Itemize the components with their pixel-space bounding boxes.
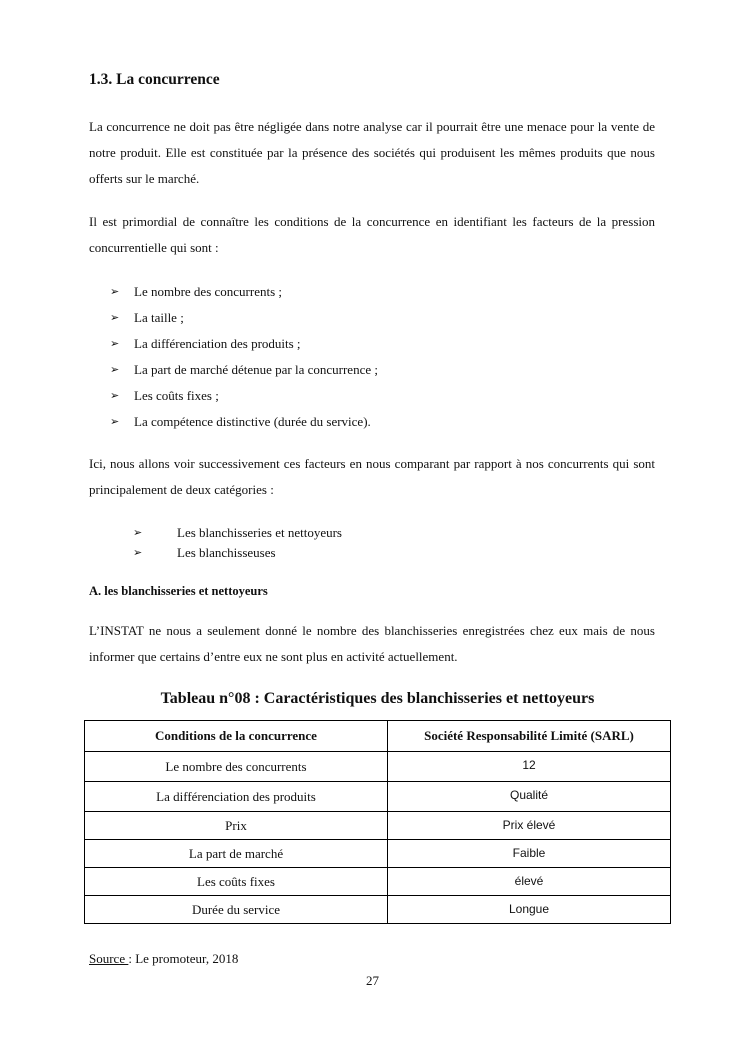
arrow-bullet-icon: ➢: [110, 337, 120, 350]
list-item: ➢ Les blanchisseuses: [133, 543, 342, 563]
paragraph-instat: L’INSTAT ne nous a seulement donné le nombre des blanchisseries enregistrées chez eux mais de nous informer que certains d’entre eux ne sont plus en activité actuellement.: [89, 623, 655, 664]
source-label: Source: [89, 951, 129, 966]
arrow-bullet-icon: ➢: [133, 546, 143, 559]
column-header: Conditions de la concurrence: [85, 721, 388, 752]
source-text: : Le promoteur, 2018: [128, 951, 239, 966]
page-number: 27: [366, 973, 379, 988]
table-cell-condition: Le nombre des concurrents: [85, 752, 388, 782]
paragraph-intro: La concurrence ne doit pas être négligée dans notre analyse car il pourrait être une menace pour la vente de notre produit. Elle est constituée par la présence des sociétés qui produisent les mêmes produits que nous offerts sur le marché.: [89, 119, 655, 186]
arrow-bullet-icon: ➢: [110, 285, 120, 298]
table-cell-condition: Durée du service: [85, 896, 388, 924]
table-cell-value: 12: [388, 752, 671, 782]
table-cell-value: Prix élevé: [388, 812, 671, 840]
table-caption: Tableau n°08 : Caractéristiques des blanchisseries et nettoyeurs: [160, 690, 595, 707]
table-cell-condition: Les coûts fixes: [85, 868, 388, 896]
table-cell-value: élevé: [388, 868, 671, 896]
arrow-bullet-icon: ➢: [110, 311, 120, 324]
table-cell-condition: La part de marché: [85, 840, 388, 868]
list-item: ➢ La taille ;: [110, 305, 378, 331]
table-row: [85, 782, 671, 812]
arrow-bullet-icon: ➢: [110, 363, 120, 376]
table-header-row: [85, 721, 671, 752]
table-cell-condition: La différenciation des produits: [85, 782, 388, 812]
column-header: Société Responsabilité Limité (SARL): [388, 721, 671, 752]
list-item: ➢ La compétence distinctive (durée du service).: [110, 409, 378, 435]
categories-list: [133, 523, 342, 563]
paragraph-categories-intro: Ici, nous allons voir successivement ces facteurs en nous comparant par rapport à nos concurrents qui sont principalement de deux catégories :: [89, 456, 655, 497]
table-row: [85, 812, 671, 840]
table-cell-condition: Prix: [85, 812, 388, 840]
factors-list: [110, 279, 378, 435]
table-cell-value: Faible: [388, 840, 671, 868]
table-row: [85, 840, 671, 868]
table-row: [85, 896, 671, 924]
list-item: ➢ La part de marché détenue par la concurrence ;: [110, 357, 378, 383]
list-item: ➢ Les blanchisseries et nettoyeurs: [133, 523, 342, 543]
paragraph-factors-intro: Il est primordial de connaître les conditions de la concurrence en identifiant les facteurs de la pression concurrentielle qui sont :: [89, 214, 655, 255]
source-note: [89, 951, 238, 967]
table-cell-value: Qualité: [388, 782, 671, 812]
arrow-bullet-icon: ➢: [110, 415, 120, 428]
section-title: 1.3. La concurrence: [89, 71, 220, 88]
arrow-bullet-icon: ➢: [133, 526, 143, 539]
subsection-title: A. les blanchisseries et nettoyeurs: [89, 584, 268, 598]
list-item: ➢ Le nombre des concurrents ;: [110, 279, 378, 305]
list-item: ➢ Les coûts fixes ;: [110, 383, 378, 409]
arrow-bullet-icon: ➢: [110, 389, 120, 402]
list-item: ➢ La différenciation des produits ;: [110, 331, 378, 357]
table-row: [85, 752, 671, 782]
table-row: [85, 868, 671, 896]
characteristics-table: [84, 720, 671, 924]
table-cell-value: Longue: [388, 896, 671, 924]
